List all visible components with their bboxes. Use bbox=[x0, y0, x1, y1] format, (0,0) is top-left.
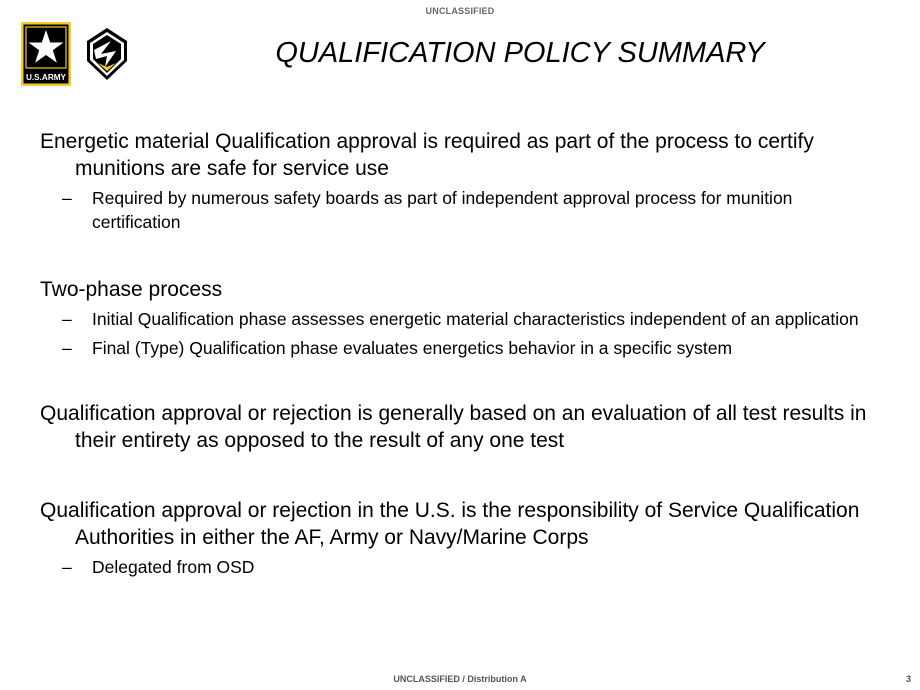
sub-bullet-dash: – bbox=[62, 557, 72, 577]
page-number: 3 bbox=[905, 674, 911, 684]
slide-title: QUALIFICATION POLICY SUMMARY bbox=[275, 37, 765, 69]
classification-footer: UNCLASSIFIED / Distribution A bbox=[393, 674, 527, 684]
army-star-logo-icon bbox=[21, 22, 71, 86]
sub-bullet-initial-qualification: – Initial Qualification phase assesses energetic material characteristics independent of an application bbox=[62, 309, 859, 329]
sub-bullet-delegated-from-osd: – Delegated from OSD bbox=[62, 557, 255, 577]
classification-header: UNCLASSIFIED bbox=[425, 6, 495, 16]
army-logo-text: U.S.ARMY bbox=[25, 73, 67, 82]
slide-content bbox=[40, 128, 870, 579]
sub-bullet-dash: – bbox=[62, 338, 72, 358]
bullet-evaluation-of-all-tests: Qualification approval or rejection is generally based on an evaluation of all test results in their entirety as opposed to the result of any one test bbox=[40, 402, 867, 452]
bullet-service-qualification-authorities: Qualification approval or rejection in the U.S. is the responsibility of Service Qualification Authorities in either the AF, Army or Navy/Marine Corps bbox=[40, 499, 860, 549]
sub-bullet-final-qualification: – Final (Type) Qualification phase evaluates energetics behavior in a specific system bbox=[62, 338, 733, 358]
futures-command-shield-icon bbox=[86, 27, 128, 81]
sub-bullet-safety-boards: – Required by numerous safety boards as part of independent approval process for munition certification bbox=[62, 188, 793, 232]
bullet-two-phase-process: Two-phase process bbox=[40, 278, 223, 301]
sub-bullet-dash: – bbox=[62, 309, 72, 329]
bullet-qualification-approval-required: Energetic material Qualification approval is required as part of the process to certify munitions are safe for service use bbox=[40, 130, 814, 180]
sub-bullet-dash: – bbox=[62, 188, 72, 208]
